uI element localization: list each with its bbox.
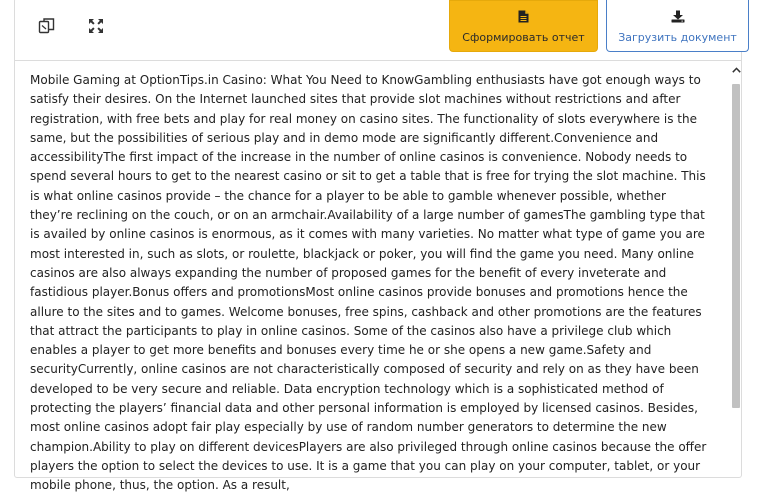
document-text: Mobile Gaming at OptionTips.in Casino: What You Need to KnowGambling enthusiasts have got enough ways to satisfy their desires. On the Internet launched sites that provide slot machines without restrictions and after registration, with free bets and play for real money on casino sites. The functionality of slots everywhere is the same, but the possibilities of serious play and in demo mode are significantly different.Convenience and accessibilityThe first impact of the increase in the number of online casinos is convenience. Nobody needs to spend several hours to get to the nearest casino or sit to get a table that is free for trying the slot machine. This is what online casinos provide – the chance for a player to be able to gamble whenever possible, whether they’re reclining on the couch, or on an armchair.Availability of a large number of gamesThe gambling type that is availed by online casinos is enormous, as it comes with many varieties. No matter what type of game you are most interested in, such as slots, or roulette, blackjack or poker, you will find the game you need. Many online casinos are also always expanding the number of proposed games for the benefit of every inveterate and fastidious player.Bonus offers and promotionsMost online casinos provide bonuses and promotions hence the allure to the sites and to games. Welcome bonuses, free spins, cashback and other promotions are the features that attract the participants to play in online casinos. Some of the casinos also have a privilege club which enables a player to get more benefits and bonuses every time he or she opens a new game.Safety and securityCurrently, online casinos are not characteristically composed of security and rely on as they have been developed to be very secure and reliable. Data encryption technology which is a sophisticated method of protecting the players’ financial data and other personal information is employed by licensed casinos. Besides, most online casinos adopt fair play especially by use of random number generators to determine the new champion.Ability to play on different devicesPlayers are also privileged through online casinos because the offer players the option to select the devices to use. It is a game that you can play on your computer, tablet, or your mobile phone, thus, the option. As a result, <box>30 73 707 493</box>
scrollbar-thumb[interactable] <box>732 84 740 408</box>
fullscreen-icon[interactable] <box>85 15 107 37</box>
document-content-area[interactable] <box>15 62 726 493</box>
generate-report-label: Сформировать отчет <box>462 31 585 44</box>
chevron-up-icon[interactable] <box>730 64 742 76</box>
vertical-scrollbar[interactable] <box>729 62 742 472</box>
generate-report-button[interactable] <box>449 0 598 52</box>
toolbar <box>15 0 742 61</box>
upload-document-label: Загрузить документ <box>618 30 737 44</box>
upload-document-button[interactable] <box>606 0 749 52</box>
file-text-icon <box>518 8 529 27</box>
download-icon <box>671 8 685 27</box>
copy-icon[interactable] <box>36 15 58 37</box>
